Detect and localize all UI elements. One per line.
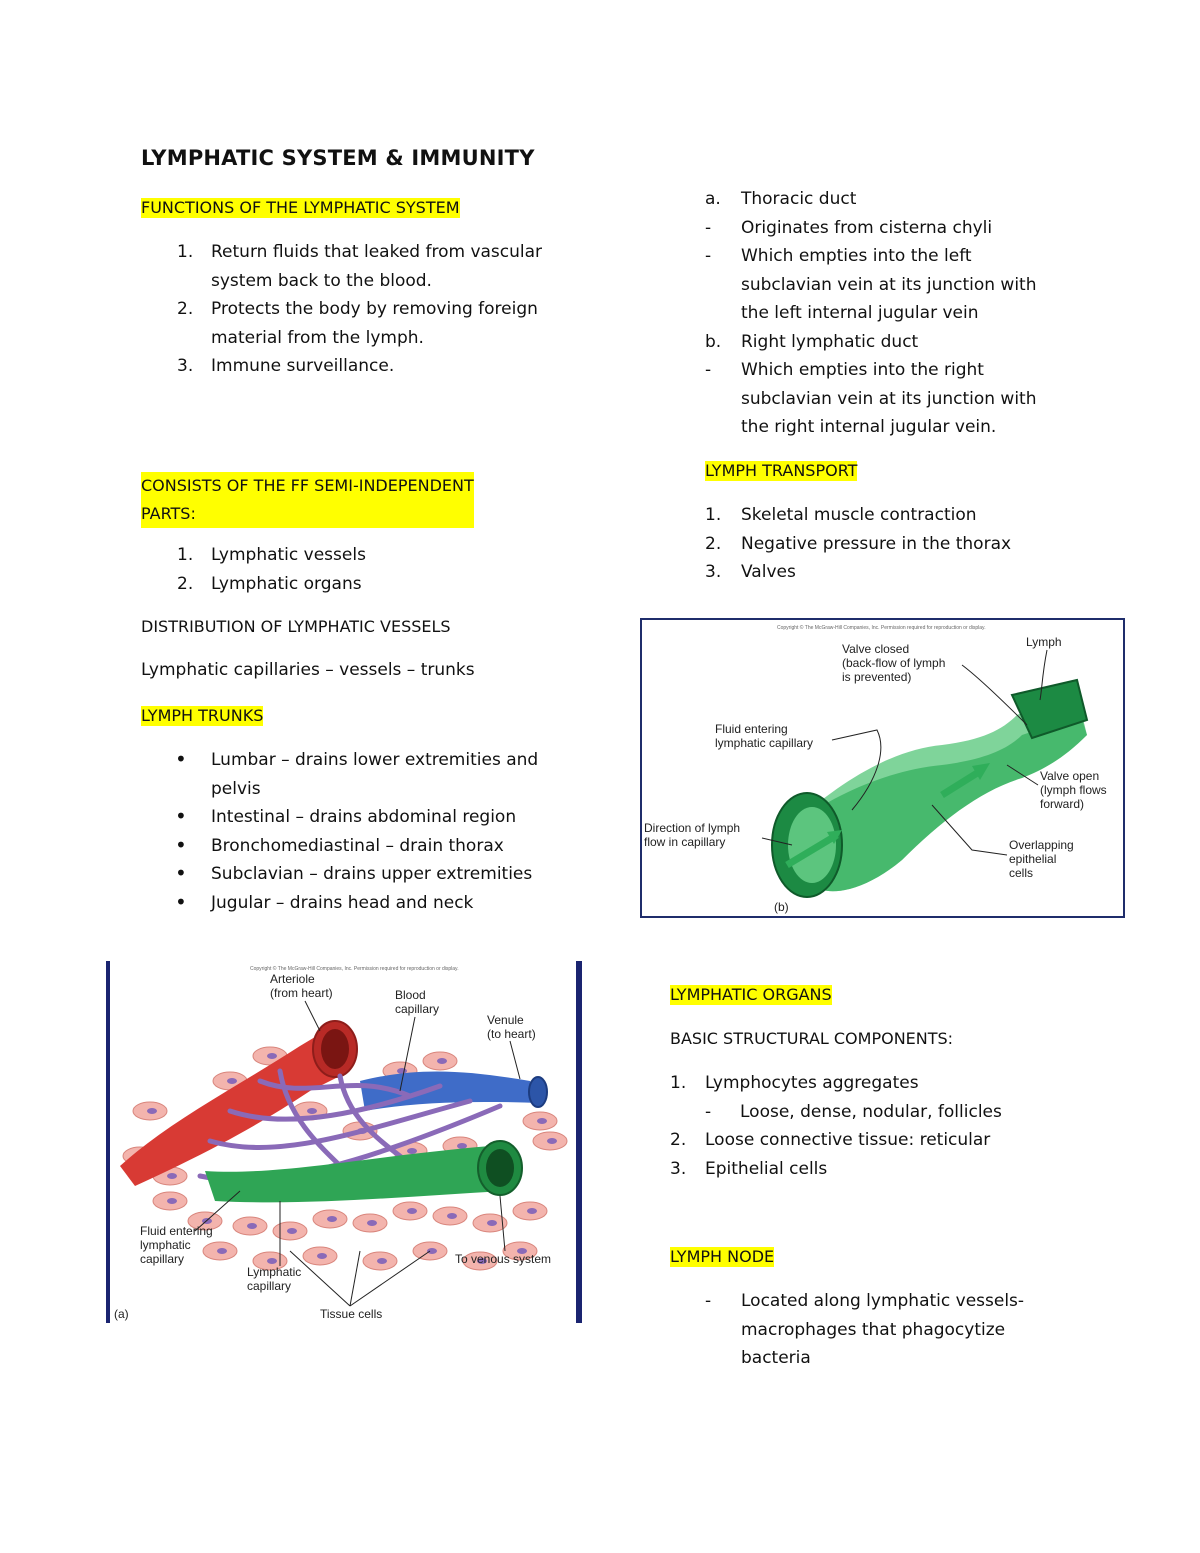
list-marker: 2. <box>177 573 194 594</box>
list-item-text: bacteria <box>741 1348 811 1368</box>
label-fluid-capillary: capillary <box>140 1252 185 1266</box>
list-marker: b. <box>705 331 722 352</box>
figure-a-illustration <box>110 961 576 1323</box>
venule-opening <box>529 1077 547 1107</box>
tissue-cell-nucleus <box>437 1058 447 1064</box>
label-direction: Direction of lymph <box>644 821 741 835</box>
consists-heading-line1: CONSISTS OF THE FF SEMI-INDEPENDENT <box>141 476 474 495</box>
list-item-text: the left internal jugular vein <box>741 303 979 323</box>
list-item-text: Thoracic duct <box>741 189 857 209</box>
list-item-text: Which empties into the right <box>741 360 984 380</box>
list-item <box>705 242 1145 271</box>
list-item-text: Epithelial cells <box>705 1158 828 1179</box>
figure-b-copyright: Copyright © The McGraw-Hill Companies, Inc. Permission required for reproduction or display. <box>777 625 986 631</box>
trunks-heading: LYMPH TRUNKS <box>141 706 264 725</box>
label-valve-open-2: (lymph flows <box>1040 783 1107 797</box>
arteriole-lumen <box>321 1029 349 1069</box>
list-item-text: material from the lymph. <box>211 327 424 348</box>
list-item-text: the right internal jugular vein. <box>741 417 997 437</box>
functions-list <box>141 238 581 381</box>
list-item-text: Negative pressure in the thorax <box>741 533 1012 554</box>
list-item <box>141 860 581 889</box>
tissue-cell-nucleus <box>267 1053 277 1059</box>
list-item-text: Subclavian – drains upper extremities <box>211 864 533 884</box>
list-item-text: macrophages that phagocytize <box>741 1319 1006 1340</box>
list-marker: 1. <box>177 545 194 565</box>
bullet-marker: • <box>175 861 187 885</box>
list-item-text: Lumbar – drains lower extremities and <box>211 750 539 770</box>
label-overlapping-2: epithelial <box>1009 852 1057 866</box>
tissue-cell-nucleus <box>547 1138 557 1144</box>
label-arteriole: Arteriole <box>270 972 315 986</box>
list-item <box>670 1098 1130 1127</box>
tissue-cell-nucleus <box>147 1108 157 1114</box>
tissue-cell-nucleus <box>167 1198 177 1204</box>
list-item-text: Skeletal muscle contraction <box>741 505 977 525</box>
capillary-front-lumen <box>788 807 836 883</box>
list-item <box>705 299 1145 328</box>
list-item-text: Protects the body by removing foreign <box>211 299 538 319</box>
list-item-text: system back to the blood. <box>211 270 432 291</box>
figure-b-illustration <box>642 620 1123 916</box>
label-fluid-lymphatic: lymphatic <box>140 1238 191 1252</box>
list-item <box>141 267 581 296</box>
list-marker: - <box>705 246 712 266</box>
list-item <box>705 271 1145 300</box>
trunks-list <box>141 746 581 917</box>
list-item <box>705 328 1145 357</box>
label-to-venous: To venous system <box>455 1252 552 1266</box>
label-blood-capillary: capillary <box>395 1002 440 1016</box>
consists-heading <box>141 472 474 528</box>
list-item-text: Right lymphatic duct <box>741 331 919 352</box>
list-marker: 2. <box>670 1130 687 1150</box>
list-item <box>141 295 581 324</box>
list-item-text: Loose connective tissue: reticular <box>705 1130 991 1150</box>
tissue-cell-nucleus <box>367 1220 377 1226</box>
figure-b-lymphatic-capillary-valves <box>640 618 1125 918</box>
list-item-text: Which empties into the left <box>741 246 972 266</box>
label-venule: Venule <box>487 1013 524 1027</box>
tissue-cell-nucleus <box>287 1228 297 1234</box>
list-item-text: Lymphocytes aggregates <box>705 1073 919 1093</box>
list-item <box>705 356 1145 385</box>
list-item-text: subclavian vein at its junction with <box>741 388 1037 409</box>
list-marker: 3. <box>177 356 194 376</box>
label-fluid-entering: Fluid entering <box>140 1224 213 1238</box>
tissue-cell-nucleus <box>537 1118 547 1124</box>
distribution-text: Lymphatic capillaries – vessels – trunks <box>141 660 475 680</box>
list-item-text: Intestinal – drains abdominal region <box>211 807 517 827</box>
list-item <box>705 1316 1145 1345</box>
label-overlapping-3: cells <box>1009 866 1034 880</box>
bullet-marker: • <box>175 804 187 828</box>
tissue-cell-nucleus <box>217 1248 227 1254</box>
list-item <box>141 775 581 804</box>
tissue-cell-nucleus <box>327 1216 337 1222</box>
list-item <box>670 1126 1130 1155</box>
list-item <box>141 570 581 599</box>
figure-a-copyright: Copyright © The McGraw-Hill Companies, Inc. Permission required for reproduction or display. <box>250 966 459 972</box>
list-item-text: Loose, dense, nodular, follicles <box>740 1101 1002 1122</box>
components-list <box>670 1069 1130 1183</box>
list-item <box>670 1155 1130 1184</box>
label-panel-a: (a) <box>114 1307 129 1321</box>
tissue-cell-nucleus <box>407 1148 417 1154</box>
label-tissue-cells: Tissue cells <box>320 1307 383 1321</box>
tissue-cell-nucleus <box>267 1258 277 1264</box>
list-item <box>705 1344 1145 1373</box>
list-item <box>705 1287 1145 1316</box>
list-marker: 3. <box>670 1158 687 1179</box>
list-marker: 1. <box>670 1073 687 1093</box>
label-fluid-entering: Fluid entering <box>715 722 788 736</box>
distribution-heading: DISTRIBUTION OF LYMPHATIC VESSELS <box>141 617 451 636</box>
list-item <box>141 541 581 570</box>
label-valve-closed-3: is prevented) <box>842 670 912 684</box>
list-item-text: Jugular – drains head and neck <box>211 892 474 913</box>
list-item-text: Located along lymphatic vessels- <box>741 1291 1025 1311</box>
lymphatic-capillary-lumen <box>486 1149 514 1187</box>
tissue-cell-nucleus <box>457 1143 467 1149</box>
tissue-cell-nucleus <box>317 1253 327 1259</box>
list-item <box>141 352 581 381</box>
list-item <box>141 238 581 267</box>
list-item <box>141 803 581 832</box>
list-marker: - <box>705 360 712 380</box>
consists-heading-line2: PARTS: <box>141 504 196 523</box>
node-heading: LYMPH NODE <box>670 1247 775 1266</box>
page-title: LYMPHATIC SYSTEM & IMMUNITY <box>141 146 535 170</box>
label-valve-open: Valve open <box>1040 769 1100 783</box>
list-marker: - <box>705 1101 712 1122</box>
list-marker: 1. <box>177 242 194 262</box>
list-item <box>141 324 581 353</box>
bullet-marker: • <box>175 747 187 771</box>
lymphatic-capillary-vessel <box>205 1146 505 1202</box>
label-valve-closed-2: (back-flow of lymph <box>842 656 946 670</box>
list-item-text: Originates from cisterna chyli <box>741 217 993 238</box>
parts-list <box>141 541 581 598</box>
bullet-marker: • <box>175 832 187 857</box>
label-lymphatic: Lymphatic <box>247 1265 302 1279</box>
tissue-cell-nucleus <box>487 1220 497 1226</box>
label-lymphatic-capillary: capillary <box>247 1279 292 1293</box>
organs-heading: LYMPHATIC ORGANS <box>670 985 832 1004</box>
tissue-cell-nucleus <box>407 1208 417 1214</box>
label-arteriole-sub: (from heart) <box>270 986 333 1000</box>
ducts-list <box>705 185 1145 442</box>
label-valve-closed: Valve closed <box>842 642 910 656</box>
list-item <box>705 214 1145 243</box>
label-fluid-lymphatic-capillary: lymphatic capillary <box>715 736 814 750</box>
list-item-text: Return fluids that leaked from vascular <box>211 242 543 262</box>
list-item <box>705 385 1145 414</box>
transport-list <box>705 501 1145 587</box>
label-venule-sub: (to heart) <box>487 1027 536 1041</box>
tissue-cell-nucleus <box>227 1078 237 1084</box>
list-marker: a. <box>705 189 721 209</box>
list-marker: 3. <box>705 562 722 582</box>
list-marker: 2. <box>705 533 722 554</box>
list-item-text: Bronchomediastinal – drain thorax <box>211 835 504 856</box>
list-item <box>705 413 1145 442</box>
label-valve-open-3: forward) <box>1040 797 1085 811</box>
label-blood: Blood <box>395 988 426 1002</box>
list-item-text: subclavian vein at its junction with <box>741 274 1037 295</box>
list-item-text: Lymphatic organs <box>211 573 362 594</box>
tissue-cell-nucleus <box>427 1248 437 1254</box>
basic-components-heading: BASIC STRUCTURAL COMPONENTS: <box>670 1029 954 1048</box>
tissue-cell-nucleus <box>527 1208 537 1214</box>
list-item-text: Immune surveillance. <box>211 356 395 376</box>
list-item-text: Valves <box>741 562 796 582</box>
tissue-cell-nucleus <box>247 1223 257 1229</box>
bullet-marker: • <box>175 889 187 914</box>
list-marker: 2. <box>177 299 194 319</box>
list-item <box>705 185 1145 214</box>
tissue-cell-nucleus <box>307 1108 317 1114</box>
tissue-cell-nucleus <box>167 1173 177 1179</box>
functions-heading: FUNCTIONS OF THE LYMPHATIC SYSTEM <box>141 198 460 217</box>
list-item <box>670 1069 1130 1098</box>
node-list <box>705 1287 1145 1373</box>
tissue-cell-nucleus <box>447 1213 457 1219</box>
list-item <box>141 832 581 861</box>
transport-heading: LYMPH TRANSPORT <box>705 461 858 480</box>
tissue-cell-nucleus <box>377 1258 387 1264</box>
list-marker: 1. <box>705 505 722 525</box>
label-direction-2: flow in capillary <box>644 835 726 849</box>
list-item-text: Lymphatic vessels <box>211 545 366 565</box>
figure-a-blood-lymph-capillaries <box>106 961 582 1323</box>
list-marker: - <box>705 217 712 238</box>
list-item <box>705 530 1145 559</box>
list-item <box>705 558 1145 587</box>
list-item <box>141 889 581 918</box>
label-lymph: Lymph <box>1026 635 1062 649</box>
list-item <box>705 501 1145 530</box>
list-item <box>141 746 581 775</box>
list-marker: - <box>705 1291 712 1311</box>
label-overlapping: Overlapping <box>1009 838 1074 852</box>
label-panel-b: (b) <box>774 900 789 914</box>
list-item-text: pelvis <box>211 778 261 799</box>
